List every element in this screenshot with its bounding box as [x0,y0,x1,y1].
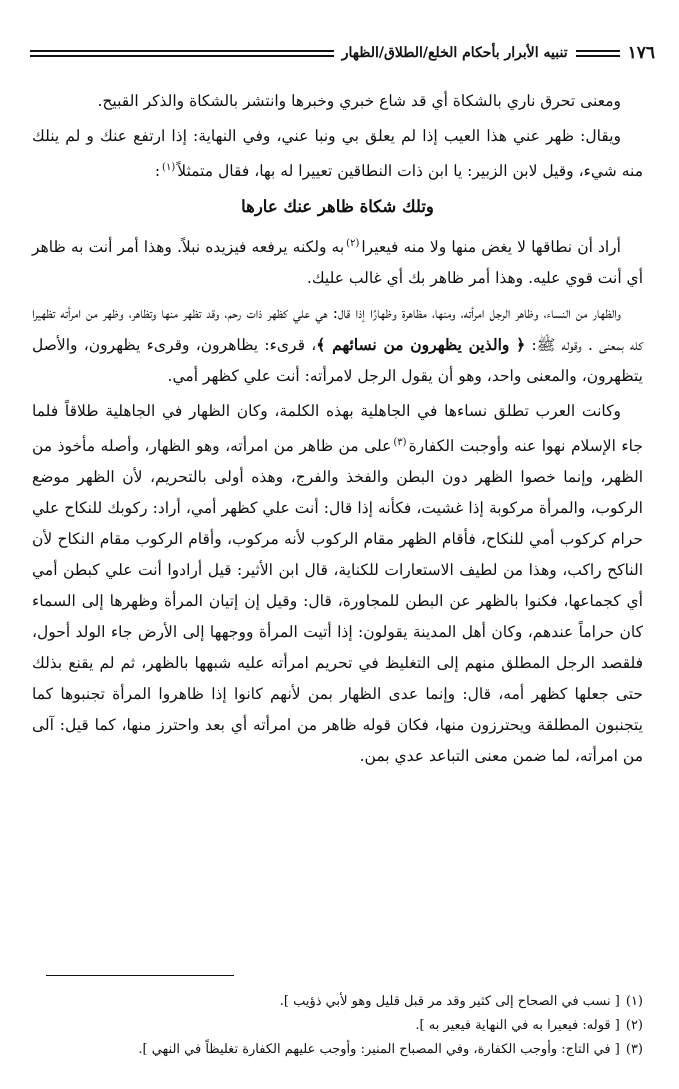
paragraph-3-after: به ولكنه يرفعه فيزيده نبلاً. وهذا أمر أنت به ظاهر أي أنت قوي عليه. وهذا أمر ظاهر بك أي غالب عليك. [32,238,643,288]
footnote-ref-3: (٣) [393,437,407,449]
footnote [32,1014,643,1038]
footnote [32,1038,643,1062]
footnote-ref-1: (١) [162,162,176,173]
paragraph-3-before: أراد أن نطاقها لا يغض منها ولا منه فيعيرا [361,238,621,257]
paragraph-2: ويقال: ظهر عني هذا العيب إذا لم يعلق بي ونبا عني، وفي النهاية: إذا ارتفع عنك و لم ينلك منه شيء، وقيل لابن الزبير: يا ابن ذات النطاقين تعييرا له بها، فقال متمثلاً$^{(١)}$: [32,127,643,181]
footnote-text: [ نسب في الصحاح إلى كثير وقد مر قبل قليل وهو لأبي ذؤيب ]. [279,994,620,1009]
main-text [32,86,643,776]
footnote-separator [46,975,234,976]
footnote-text: [ في التاج: وأوجب الكفارة، وفي المصباح المنير: وأوجب عليهم الكفارة تغليظاً في النهي ]. [138,1042,620,1057]
paragraph-3 [32,228,643,294]
paragraph-4 [32,298,643,392]
footnotes [32,990,643,1062]
page-number: ١٧٦ [627,43,655,63]
running-title: تنبيه الأبرار بأحكام الخلع/الطلاق/الظهار [341,45,568,61]
paragraph-2-text: ويقال: ظهر عني هذا العيب إذا لم يعلق بي ونبا عني، وفي النهاية: إذا ارتفع عنك و لم ينلك منه شيء، وقيل لابن الزبير: يا ابن ذات النطاقين تعييرا له بها، فقال متمثلاً [32,127,643,181]
footnote [32,990,643,1014]
paragraph-5-after: على من ظاهر من امرأته، وهو الظهار، وأصله مأخوذ من الظهر، وإنما خصوا الظهر دون البطن والفخذ والفرج، وهذه أولى بالتحريم، لأن الظهر موضع الركوب، والمرأة مركوبة إذا غشيت، فكأنه إذا قال: أنت علي كظهر أمي، أراد: ركوبك للنكاح علي حرام كركوب أمي للنكاح، فأقام الظهر مقام الركوب لأنه مركوب، وأقام الركوب مقام النكاح لأن الناكح راكب، وهذا من لطيف الاستعارات للكناية، قال ابن الأثير: قيل أرادوا أنت علي كبطن أمي أي كجماعها، فكنوا بالظهر عن البطن للمجاورة، قال: وقيل إن إتيان المرأة وظهرها إلى السماء كان حراماً عندهم، وكان أهل المدينة يقولون: إذا أتيت المرأة ووجهها إلى الأرض جاء الولد أحول، فلقصد الرجل المطلق منهم إلى التغليظ في تحريم امرأته عليه شبهها بالظهر، ثم لم يقنع بذلك حتى جعلها كظهر أمه، قال: وإنما عدى الظهار بمن لأنهم كانوا إذا ظاهروا المرأة تجنبوها كما يتجنبون المطلقة ويحترزون منها، فكان قوله ظاهر من امرأته أي بعد واحترز منها، كما قيل: آلى من امرأته، لما ضمن معنى التباعد عدي بمن. [32,437,643,766]
paragraph-4-after: ، قرىء: يظاهرون، وقرىء يظهرون، والأصل يتظهرون، والمعنى واحد، وهو أن يقول الرجل لامرأته: أنت علي كظهر أمي. [32,336,643,386]
footnote-number: (٣) [625,1042,643,1057]
quran-quote: ﴿ والذين يظهرون من نسائهم ﴾ [316,335,526,355]
paragraph-1: ومعنى تحرق ناري بالشكاة أي قد شاع خبري وخبرها وانتشر بالشكاة والذكر القبيح. [97,92,621,110]
paragraph-4-before: والظهار من النساء، وظاهر الرجل امرأته، ومنها، مظاهرة وظهارًا إذا قال: هي علي كظهر ذات رحم، وقد تظهر منها وتظاهر، وظهر من امرأته تظهيرا كله بمعنى . وقوله ﷺ: [32,304,644,355]
footnote-text: [ قوله: فيعيرا به في النهاية فيعير به ]. [415,1018,620,1033]
header-rule-right [576,50,620,57]
paragraph-5 [32,396,643,772]
paragraph-5-before: وكانت العرب تطلق نساءها في الجاهلية بهذه الكلمة، وكان الظهار في الجاهلية طلاقاً فلما جاء الإسلام نهوا عنه وأوجبت الكفارة [32,402,643,456]
page-header [22,40,655,66]
footnote-number: (١) [625,994,643,1009]
footnote-ref-2: (٢) [346,238,360,250]
footnote-number: (٢) [625,1018,643,1033]
verse-line: وتلك شكاة ظاهر عنك عارها [241,197,434,217]
header-rule-left [30,50,334,57]
